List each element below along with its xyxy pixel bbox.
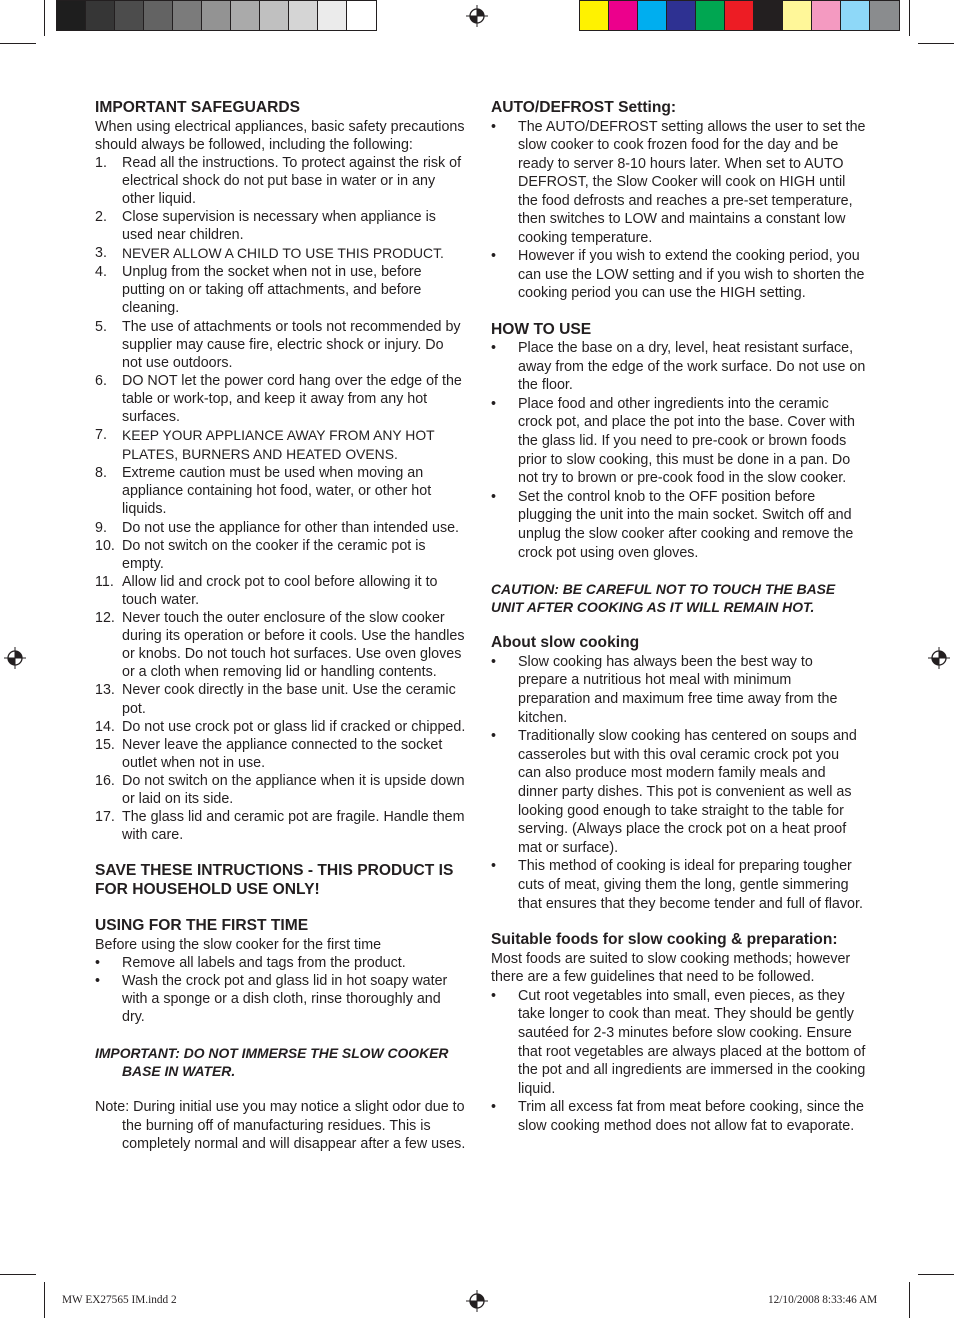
bullet-icon: • bbox=[491, 340, 497, 356]
safeguard-item bbox=[95, 244, 467, 263]
color-swatch bbox=[667, 1, 696, 30]
bullet-text: Cut root vegetables into small, even pieces, as they take longer to cook than meat. They should be gently sautéed for 2-3 minutes before slow cooking. Ensure that root vegetables are always placed at the bottom of the pot and all ingredients are immersed in the cooking liquid. bbox=[518, 987, 866, 1097]
right-column bbox=[491, 99, 866, 1136]
about-list bbox=[491, 653, 866, 913]
item-number: 5. bbox=[95, 318, 107, 335]
item-number: 16. bbox=[95, 772, 115, 789]
crop-mark bbox=[0, 1274, 36, 1275]
bullet-item bbox=[95, 954, 467, 972]
item-text: Never touch the outer enclosure of the slow cooker during its operation or before it cools. Use the handles or knobs. Do not touch hot surfaces. Use oven gloves or a cloth when removing lid or handling contents. bbox=[122, 610, 465, 681]
bullet-text: Slow cooking has always been the best way to prepare a nutritious hot meal with minimum preparation and maximum free time away from the kitchen. bbox=[518, 653, 838, 726]
safeguard-item bbox=[95, 372, 467, 426]
safeguards-list bbox=[95, 154, 467, 845]
safeguard-item bbox=[95, 772, 467, 808]
bullet-text: Remove all labels and tags from the product. bbox=[122, 954, 406, 971]
bullet-item bbox=[491, 395, 866, 488]
safeguard-item bbox=[95, 808, 467, 844]
bullet-text: Trim all excess fat from meat before cooking, since the slow cooking method does not allow fat to evaporate. bbox=[518, 1099, 864, 1134]
color-swatch bbox=[57, 1, 86, 30]
safeguard-item bbox=[95, 426, 467, 464]
item-number: 17. bbox=[95, 809, 115, 826]
color-swatch bbox=[725, 1, 754, 30]
registration-mark-icon bbox=[4, 647, 26, 669]
left-column bbox=[95, 99, 467, 1153]
registration-mark-icon bbox=[466, 1290, 488, 1312]
safeguard-item bbox=[95, 736, 467, 772]
process-color-bar bbox=[579, 0, 900, 31]
bullet-item bbox=[491, 339, 866, 395]
bullet-text: The AUTO/DEFROST setting allows the user to set the slow cooker to cook frozen food for the day and be ready to server 8-10 hours later. When set to AUTO DEFROST, the Slow Cooker will cook on HIGH until the food defrosts and reaches a pre-set temperature, then switches to LOW and maintains a constant low cooking temperature. bbox=[518, 118, 866, 246]
bullet-icon: • bbox=[491, 1099, 497, 1116]
item-number: 3. bbox=[95, 245, 107, 262]
bullet-text: Set the control knob to the OFF position before plugging the unit into the main socket. Switch off and unplug the slow cooker after cooking and remove the crock pot using oven gloves. bbox=[518, 488, 854, 561]
bullet-icon: • bbox=[95, 954, 101, 971]
color-swatch bbox=[260, 1, 289, 30]
crop-mark bbox=[918, 43, 954, 44]
bullet-item bbox=[491, 488, 866, 562]
color-swatch bbox=[638, 1, 667, 30]
color-swatch bbox=[115, 1, 144, 30]
crop-mark bbox=[909, 1282, 910, 1318]
bullet-icon: • bbox=[491, 395, 497, 412]
item-number: 8. bbox=[95, 465, 107, 482]
bullet-item bbox=[491, 727, 866, 857]
color-swatch bbox=[347, 1, 376, 30]
color-swatch bbox=[173, 1, 202, 30]
color-swatch bbox=[231, 1, 260, 30]
color-swatch bbox=[144, 1, 173, 30]
item-number: 12. bbox=[95, 610, 115, 627]
safeguard-item bbox=[95, 464, 467, 518]
first-time-intro: Before using the slow cooker for the first time bbox=[95, 936, 382, 953]
color-swatch bbox=[609, 1, 638, 30]
color-swatch bbox=[783, 1, 812, 30]
crop-mark bbox=[918, 1274, 954, 1275]
save-instructions-heading: SAVE THESE INTRUCTIONS - THIS PRODUCT IS FOR HOUSEHOLD USE ONLY! bbox=[95, 862, 454, 898]
bullet-item bbox=[491, 987, 866, 1099]
bullet-icon: • bbox=[491, 248, 497, 264]
item-number: 11. bbox=[95, 573, 114, 590]
item-text: KEEP YOUR APPLIANCE AWAY FROM ANY HOT PLATES, BURNERS AND HEATED OVENS. bbox=[122, 427, 435, 463]
color-swatch bbox=[812, 1, 841, 30]
item-number: 13. bbox=[95, 682, 115, 699]
safeguard-item bbox=[95, 208, 467, 244]
foods-list bbox=[491, 987, 866, 1136]
auto-defrost-heading: AUTO/DEFROST Setting: bbox=[491, 99, 677, 116]
bullet-item bbox=[95, 972, 467, 1026]
safeguard-item bbox=[95, 519, 467, 537]
bullet-text: This method of cooking is ideal for preparing tougher cuts of meat, giving them the long, gentle simmering that ensures that they become tender and full of flavor. bbox=[518, 858, 863, 912]
color-swatch bbox=[318, 1, 347, 30]
item-text: Close supervision is necessary when appliance is used near children. bbox=[122, 208, 436, 244]
safeguard-item bbox=[95, 609, 467, 681]
bullet-icon: • bbox=[491, 118, 497, 135]
safeguard-item bbox=[95, 154, 467, 208]
bullet-text: Wash the crock pot and glass lid in hot soapy water with a sponge or a dish cloth, rinse thoroughly and dry. bbox=[122, 972, 448, 1026]
first-time-heading: USING FOR THE FIRST TIME bbox=[95, 917, 309, 935]
registration-mark-icon bbox=[466, 5, 488, 27]
item-number: 1. bbox=[95, 154, 107, 171]
bullet-icon: • bbox=[491, 728, 497, 745]
bullet-item bbox=[491, 653, 866, 727]
item-text: Never cook directly in the base unit. Use the ceramic pot. bbox=[122, 682, 456, 717]
foods-intro: Most foods are suited to slow cooking methods; however there are a few guidelines that need to be followed. bbox=[491, 950, 851, 986]
first-time-list bbox=[95, 954, 467, 1026]
grayscale-color-bar bbox=[56, 0, 377, 31]
bullet-icon: • bbox=[491, 858, 497, 875]
item-number: 10. bbox=[95, 537, 115, 554]
safeguard-item bbox=[95, 681, 467, 717]
safeguard-item bbox=[95, 537, 467, 573]
item-text: Do not use crock pot or glass lid if cracked or chipped. bbox=[122, 718, 466, 735]
bullet-item bbox=[491, 1098, 866, 1135]
safeguard-item bbox=[95, 573, 467, 609]
how-to-use-list bbox=[491, 339, 866, 562]
item-text: The use of attachments or tools not recommended by supplier may cause fire, electric shock or injury. Do not use outdoors. bbox=[122, 318, 461, 371]
color-swatch bbox=[870, 1, 899, 30]
file-slug: MW EX27565 IM.indd 2 bbox=[62, 1294, 177, 1306]
item-text: Do not switch on the cooker if the ceramic pot is empty. bbox=[122, 537, 426, 572]
timestamp-slug: 12/10/2008 8:33:46 AM bbox=[768, 1294, 878, 1306]
bullet-icon: • bbox=[491, 653, 497, 670]
crop-mark bbox=[909, 0, 910, 36]
color-swatch bbox=[580, 1, 609, 30]
item-number: 6. bbox=[95, 372, 107, 389]
item-text: Do not use the appliance for other than intended use. bbox=[122, 519, 460, 536]
color-swatch bbox=[202, 1, 231, 30]
item-text: Never leave the appliance connected to the socket outlet when not in use. bbox=[122, 736, 443, 771]
bullet-item bbox=[491, 857, 866, 913]
item-text: The glass lid and ceramic pot are fragile. Handle them with care. bbox=[122, 809, 465, 844]
item-number: 15. bbox=[95, 736, 115, 753]
item-number: 9. bbox=[95, 519, 107, 536]
bullet-item bbox=[491, 118, 866, 248]
crop-mark bbox=[0, 43, 36, 44]
item-number: 14. bbox=[95, 718, 115, 735]
item-text: DO NOT let the power cord hang over the edge of the table or work-top, and keep it away from any hot surfaces. bbox=[122, 372, 462, 425]
about-heading: About slow cooking bbox=[491, 634, 640, 652]
item-text: NEVER ALLOW A CHILD TO USE THIS PRODUCT. bbox=[122, 245, 444, 262]
caution-warning: CAUTION: BE CAREFUL NOT TO TOUCH THE BASE UNIT AFTER COOKING AS IT WILL REMAIN HOT. bbox=[491, 581, 836, 616]
bullet-text: Place the base on a dry, level, heat resistant surface, away from the edge of the work surface. Do not use on the floor. bbox=[518, 340, 866, 394]
odor-note: Note: During initial use you may notice a slight odor due to the burning off of manufacturing residues. This is completely normal and will disappear after a few uses. bbox=[95, 1099, 466, 1152]
item-text: Do not switch on the appliance when it is upside down or laid on its side. bbox=[122, 772, 465, 807]
foods-heading: Suitable foods for slow cooking & preparation: bbox=[491, 931, 838, 949]
crop-mark bbox=[44, 1282, 45, 1318]
safeguard-item bbox=[95, 318, 467, 372]
item-number: 7. bbox=[95, 427, 107, 444]
item-text: Extreme caution must be used when moving an appliance containing hot food, water, or other hot liquids. bbox=[122, 465, 432, 518]
safeguard-item bbox=[95, 263, 467, 317]
item-number: 2. bbox=[95, 208, 107, 225]
color-swatch bbox=[754, 1, 783, 30]
bullet-text: Place food and other ingredients into the ceramic crock pot, and place the pot into the base. Cover with the glass lid. If you need to pre-cook or brown foods prior to slow cooking, this must be done in a pan. Do not try to brown or pre-cook food in the slow cooker. bbox=[518, 395, 855, 487]
item-number: 4. bbox=[95, 264, 107, 281]
how-to-use-heading: HOW TO USE bbox=[491, 320, 592, 338]
color-swatch bbox=[86, 1, 115, 30]
bullet-item bbox=[491, 247, 866, 303]
bullet-icon: • bbox=[491, 987, 497, 1004]
registration-mark-icon bbox=[928, 647, 950, 669]
item-text: Read all the instructions. To protect against the risk of electrical shock do not put base in water or in any other liquid. bbox=[122, 154, 462, 207]
important-warning: IMPORTANT: DO NOT IMMERSE THE SLOW COOKER BASE IN WATER. bbox=[95, 1045, 449, 1080]
safeguards-heading: IMPORTANT SAFEGUARDS bbox=[95, 99, 301, 116]
bullet-text: However if you wish to extend the cooking period, you can use the LOW setting and if you wish to shorten the cooking period you can use the HIGH setting. bbox=[518, 248, 865, 301]
auto-defrost-list bbox=[491, 118, 866, 303]
item-text: Unplug from the socket when not in use, before putting on or taking off attachments, and before cleaning. bbox=[122, 264, 422, 317]
safeguards-intro: When using electrical appliances, basic safety precautions should always be followed, including the following: bbox=[95, 118, 465, 153]
bullet-icon: • bbox=[95, 972, 101, 989]
color-swatch bbox=[289, 1, 318, 30]
bullet-icon: • bbox=[491, 488, 497, 505]
color-swatch bbox=[841, 1, 870, 30]
bullet-text: Traditionally slow cooking has centered on soups and casseroles but with this oval ceramic crock pot you can also produce most modern family meals and dinner party dishes. This pot is convenient as well as looking good enough to take straight to the table for serving. (Always place the crock pot on a heat proof mat or surface). bbox=[518, 728, 857, 856]
item-text: Allow lid and crock pot to cool before allowing it to touch water. bbox=[122, 573, 438, 608]
crop-mark bbox=[44, 0, 45, 36]
color-swatch bbox=[696, 1, 725, 30]
safeguard-item bbox=[95, 718, 467, 736]
